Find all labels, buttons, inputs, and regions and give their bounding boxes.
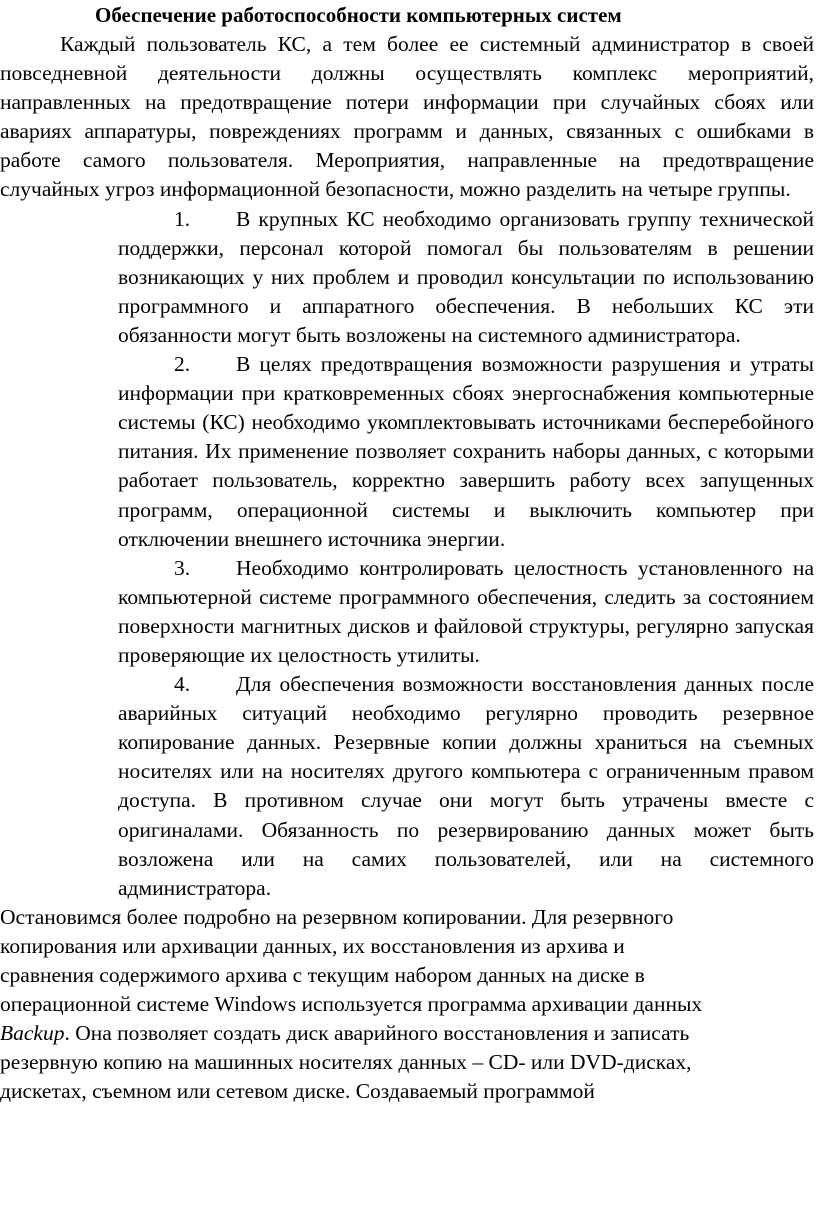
closing-line: сравнения содержимого архива с текущим набором данных на диске в — [0, 963, 645, 987]
list-item-text: Необходимо контролировать целостность установленного на компьютерной системе программного обеспечения, следить за состоянием поверхности магнитных дисков и файловой структуры, регулярно запуская проверяющие их целостность утилиты. — [118, 555, 814, 667]
closing-line: копирования или архивации данных, их восстановления из архива и — [0, 933, 625, 958]
closing-line-with-program — [0, 1019, 814, 1048]
closing-line-rest: . Она позволяет создать диск аварийного восстановления и записать — [64, 1021, 690, 1046]
program-name: Backup — [0, 1021, 65, 1046]
closing-paragraph — [0, 903, 814, 1107]
closing-line: операционной системе Windows используется программа архивации данных — [0, 992, 703, 1017]
list-item — [118, 670, 814, 903]
closing-line: резервную копию на машинных носителях данных – CD- или DVD-дисках, — [0, 1050, 692, 1075]
intro-paragraph: Каждый пользователь КС, а тем более ее системный администратор в своей повседневной деятельности должны осуществлять комплекс мероприятий, направленных на предотвращение потери информации при случайных сбоях или авариях аппаратуры, повреждениях программ и данных, связанных с ошибками в работе самого пользователя. Мероприятия, направленные на предотвращение случайных угроз информационной безопасности, можно разделить на четыре группы. — [0, 32, 814, 202]
list-item-text: Для обеспечения возможности восстановления данных после аварийных ситуаций необходимо регулярно проводить резервное копирование данных. Резервные копии должны храниться на съемных носителях или на носителях другого компьютера с ограниченным правом доступа. В противном случае они могут быть утрачены вместе с оригиналами. Обязанность по резервированию данных может быть возложена или на самих пользователей, или на системного администратора. — [118, 672, 814, 900]
measures-list — [0, 205, 814, 903]
list-item-number: 4. — [174, 672, 191, 697]
closing-line: дискетах, съемном или сетевом диске. Создаваемый программой — [0, 1079, 595, 1104]
document-title: Обеспечение работоспособности компьютерных систем — [95, 3, 622, 27]
list-item-text: В крупных КС необходимо организовать группу технической поддержки, персонал которой помогал бы пользователям в решении возникающих у них проблем и проводил консультации по использованию программного и аппаратного обеспечения. В небольших КС эти обязанности могут быть возложены на системного администратора. — [118, 206, 814, 347]
list-item-text: В целях предотвращения возможности разрушения и утраты информации при кратковременных сбоях энергоснабжения компьютерные системы (КС) необходимо укомплектовывать источниками бесперебойного питания. Их применение позволяет сохранить наборы данных, с которыми работает пользователь, корректно завершить работу всех запущенных программ, операционной системы и выключить компьютер при отключении внешнего источника энергии. — [118, 352, 814, 551]
list-item — [118, 205, 814, 350]
list-item — [118, 554, 814, 670]
list-item — [118, 350, 814, 554]
list-item-number: 3. — [174, 555, 191, 580]
closing-line: Остановимся более подробно на резервном копировании. Для резервного — [0, 904, 674, 929]
list-item-number: 1. — [174, 206, 191, 231]
list-item-number: 2. — [174, 352, 191, 377]
